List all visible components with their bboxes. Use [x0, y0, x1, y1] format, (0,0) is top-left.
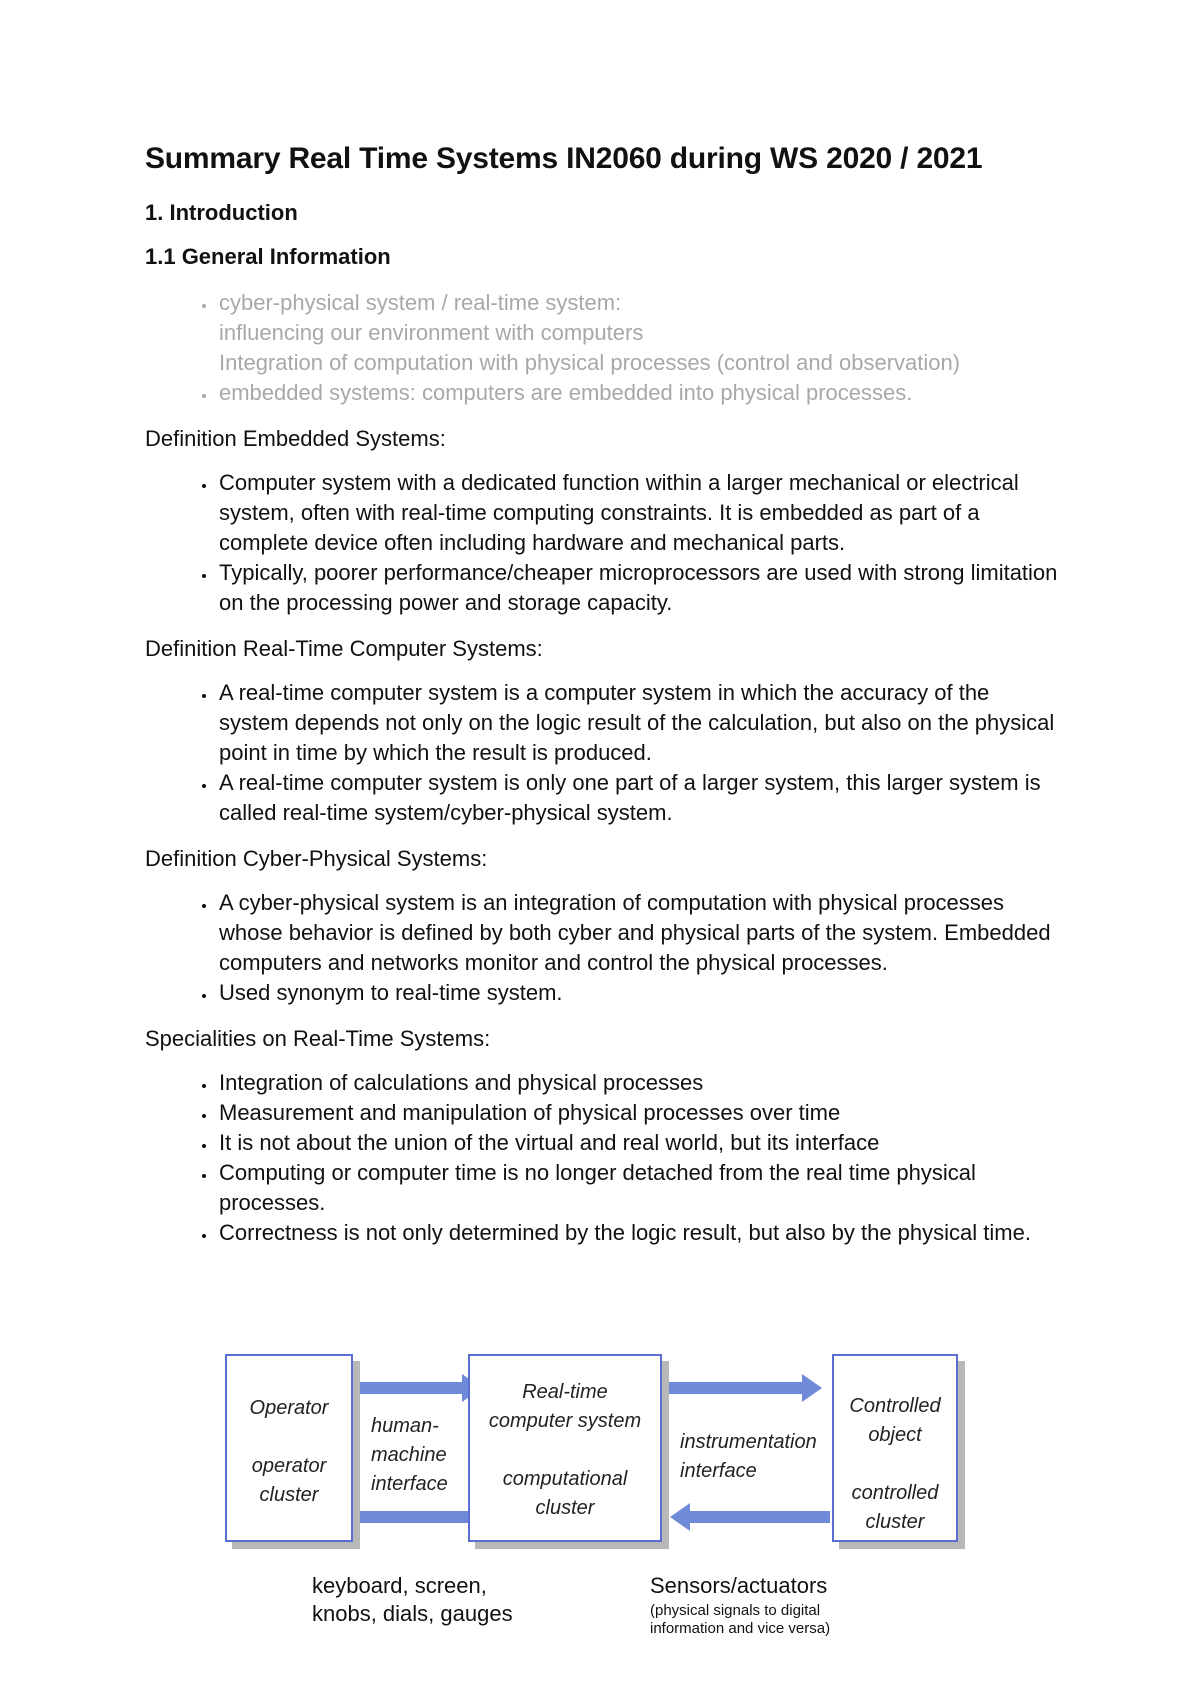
arrow-right-icon — [660, 1374, 822, 1402]
list-item: • Measurement and manipulation of physical processes over time — [217, 1098, 1065, 1128]
list-item: • Integration of calculations and physical processes — [217, 1068, 1065, 1098]
realtime-definition-list — [145, 678, 1065, 828]
human-machine-interface-label: human- machine interface — [371, 1415, 448, 1495]
list-item: • A real-time computer system is a computer system in which the accuracy of the system depends not only on the logic result of the calculation, but also on the physical point in time by which the result is produced. — [217, 678, 1065, 768]
list-item: • A real-time computer system is only one part of a larger system, this larger system is called real-time system/cyber-physical system. — [217, 768, 1065, 828]
definition-heading-realtime: Definition Real-Time Computer Systems: — [145, 636, 543, 661]
instrumentation-interface-label: instrumentation interface — [680, 1431, 817, 1482]
realtime-computer-label: Real-time computer system computational cluster — [488, 1381, 642, 1519]
definition-heading-embedded: Definition Embedded Systems: — [145, 426, 446, 451]
sensors-caption-title: Sensors/actuators — [650, 1573, 828, 1598]
section-heading-general-information: 1.1 General Information — [145, 244, 391, 269]
embedded-definition-list — [145, 468, 1065, 618]
general-info-list — [145, 288, 1065, 408]
list-item: • cyber-physical system / real-time system: influencing our environment with computers Integration of computation with physical processes (control and observation) — [217, 288, 1065, 378]
arrow-left-icon — [338, 1503, 468, 1531]
list-item: • Computing or computer time is no longer detached from the real time physical processes. — [217, 1158, 1065, 1218]
section-heading-introduction: 1. Introduction — [145, 200, 298, 225]
realtime-system-diagram — [220, 1352, 980, 1642]
controlled-object-label: Controlled object controlled cluster — [849, 1395, 941, 1533]
list-item: • embedded systems: computers are embedded into physical processes. — [217, 378, 1065, 408]
hmi-caption: keyboard, screen, knobs, dials, gauges — [312, 1573, 513, 1626]
cps-definition-list — [145, 888, 1065, 1008]
list-item: • A cyber-physical system is an integration of computation with physical processes whose behavior is defined by both cyber and physical parts of the system. Embedded computers and networks monitor and control the physical processes. — [217, 888, 1065, 978]
list-item: • Correctness is not only determined by the logic result, but also by the physical time. — [217, 1218, 1065, 1248]
document-page — [145, 142, 1065, 1264]
arrow-left-icon — [670, 1503, 830, 1531]
specialities-list — [145, 1068, 1065, 1248]
list-item: • Computer system with a dedicated function within a larger mechanical or electrical system, often with real-time computing constraints. It is embedded as part of a complete device often including hardware and mechanical parts. — [217, 468, 1065, 558]
operator-label: Operator operator cluster — [249, 1397, 329, 1506]
specialities-heading: Specialities on Real-Time Systems: — [145, 1026, 491, 1051]
sensors-caption-sub: (physical signals to digital information and vice versa) — [650, 1602, 831, 1637]
definition-heading-cps: Definition Cyber-Physical Systems: — [145, 846, 488, 871]
list-item: • Used synonym to real-time system. — [217, 978, 1065, 1008]
list-item: • Typically, poorer performance/cheaper microprocessors are used with strong limitation on the processing power and storage capacity. — [217, 558, 1065, 618]
document-title: Summary Real Time Systems IN2060 during WS 2020 / 2021 — [145, 142, 983, 175]
list-item: • It is not about the union of the virtual and real world, but its interface — [217, 1128, 1065, 1158]
arrow-right-icon — [352, 1374, 482, 1402]
